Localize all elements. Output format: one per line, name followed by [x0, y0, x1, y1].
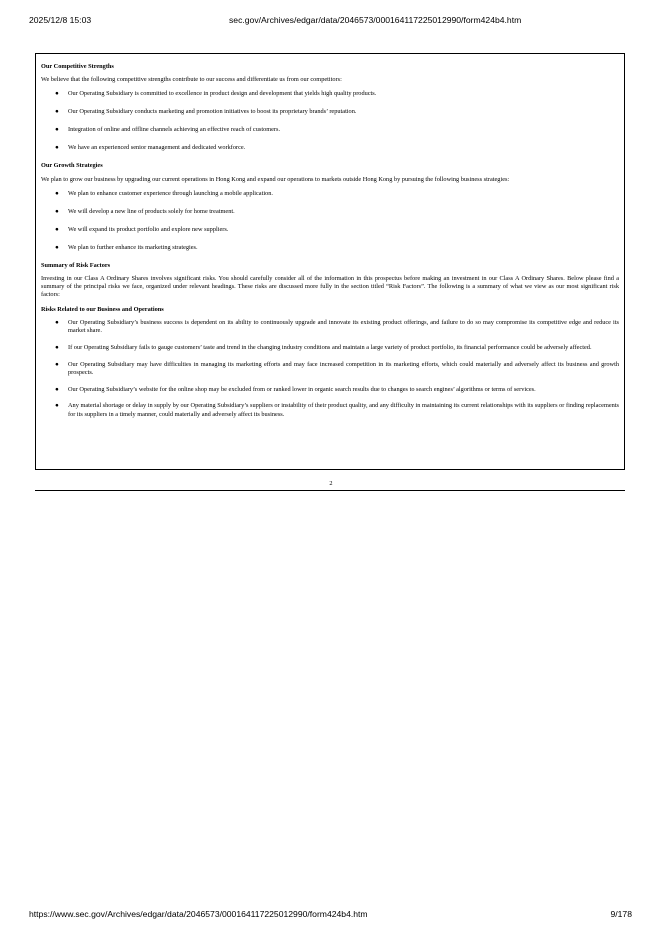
list-item — [41, 208, 619, 216]
list-item-text: Our Operating Subsidiary’s website for the online shop may be excluded from or ranked lower in organic search results due to changes to search engines’ algorithms or terms of services. — [68, 385, 536, 393]
print-datetime: 2025/12/8 15:03 — [29, 15, 92, 25]
list-item — [41, 386, 619, 394]
list-item-text: Integration of online and offline channels achieving an effective reach of customers. — [68, 126, 281, 134]
bullet-icon: ● — [55, 402, 59, 410]
list-item-text: Our Operating Subsidiary’s business success is dependent on its ability to continuously upgrade and innovate its existing product offerings, and failure to do so may compromise its competitive edge and reduce its market share. — [68, 318, 619, 335]
section-heading-risk-factors-summary: Summary of Risk Factors — [41, 261, 111, 269]
section-heading-competitive-strengths: Our Competitive Strengths — [41, 63, 114, 70]
bullet-icon: ● — [55, 343, 59, 351]
footer-page-count: 9/178 — [610, 909, 632, 919]
bullet-icon: ● — [55, 243, 59, 251]
list-item — [41, 108, 619, 116]
list-item-text: We plan to further enhance its marketing strategies. — [68, 243, 198, 251]
list-item — [41, 226, 619, 234]
bullet-icon: ● — [55, 108, 59, 116]
section-heading-business-risks: Risks Related to our Business and Operations — [41, 305, 164, 313]
bullet-icon: ● — [55, 189, 59, 197]
bullet-icon: ● — [55, 385, 59, 393]
section-heading-growth-strategies: Our Growth Strategies — [41, 162, 103, 170]
list-item-text: Our Operating Subsidiary may have difficulties in managing its marketing efforts and may face increased competition in its marketing efforts, which could materially and adversely affect its business and growth prospects. — [68, 360, 619, 376]
list-item-text: We will develop a new line of products solely for home treatment. — [68, 207, 235, 215]
bullet-icon: ● — [55, 144, 59, 152]
list-item-text: Our Operating Subsidiary is committed to excellence in product design and development that yields high quality products. — [68, 90, 377, 98]
risk-factors-intro: Investing in our Class A Ordinary Shares involves significant risks. You should carefully consider all of the information in this prospectus before making an investment in our Class A Ordinary Shares. Below please find a summary of the principal risks we face, organized under relevant headings. These risks are discussed more fully in the section titled “Risk Factors”. The following is a summary of what we view as our most significant risk factors: — [41, 275, 619, 299]
print-header — [0, 15, 662, 27]
bullet-icon: ● — [55, 360, 59, 368]
page-number: 2 — [329, 480, 333, 487]
list-item-text: We plan to enhance customer experience through launching a mobile application. — [68, 189, 273, 197]
list-item-text: If our Operating Subsidiary fails to gauge customers’ taste and trend in the changing industry conditions and maintain a large variety of product portfolio, its financial performance could be adversely affected. — [68, 343, 592, 351]
list-item — [41, 126, 619, 134]
growth-strategies-list — [41, 190, 619, 252]
list-item — [41, 190, 619, 198]
list-item — [41, 144, 619, 152]
bullet-icon: ● — [55, 225, 59, 233]
business-risks-list — [41, 319, 619, 419]
list-item-text: Any material shortage or delay in supply by our Operating Subsidiary’s suppliers or instability of their product quality, and any difficulty in maintaining its current relationships with its suppliers or finding replacements for its suppliers in a timely manner, could materially and adversely affect its business. — [68, 402, 619, 418]
list-item — [41, 402, 619, 418]
competitive-strengths-list — [41, 90, 619, 152]
bullet-icon: ● — [55, 90, 59, 98]
bullet-icon: ● — [55, 318, 59, 326]
list-item-text: Our Operating Subsidiary conducts marketing and promotion initiatives to boost its proprietary brands’ reputation. — [68, 108, 357, 116]
list-item — [41, 90, 619, 98]
print-url: sec.gov/Archives/edgar/data/2046573/000164117225012990/form424b4.htm — [229, 15, 522, 25]
list-item — [41, 361, 619, 377]
page-divider — [35, 490, 625, 491]
list-item-text: We will expand its product portfolio and explore new suppliers. — [68, 225, 229, 233]
print-footer — [0, 909, 662, 921]
bullet-icon: ● — [55, 207, 59, 215]
competitive-strengths-intro: We believe that the following competitive strengths contribute to our success and differentiate us from our competitors: — [41, 76, 342, 84]
bullet-icon: ● — [55, 126, 59, 134]
list-item — [41, 344, 619, 352]
list-item — [41, 319, 619, 335]
list-item-text: We have an experienced senior management and dedicated workforce. — [68, 144, 246, 152]
footer-url-link[interactable]: https://www.sec.gov/Archives/edgar/data/2046573/000164117225012990/form424b4.htm — [29, 909, 368, 919]
list-item — [41, 244, 619, 252]
growth-strategies-intro: We plan to grow our business by upgrading our current operations in Hong Kong and expand our operations to markets outside Hong Kong by pursuing the following business strategies: — [41, 175, 510, 183]
prospectus-summary-box — [35, 53, 625, 470]
